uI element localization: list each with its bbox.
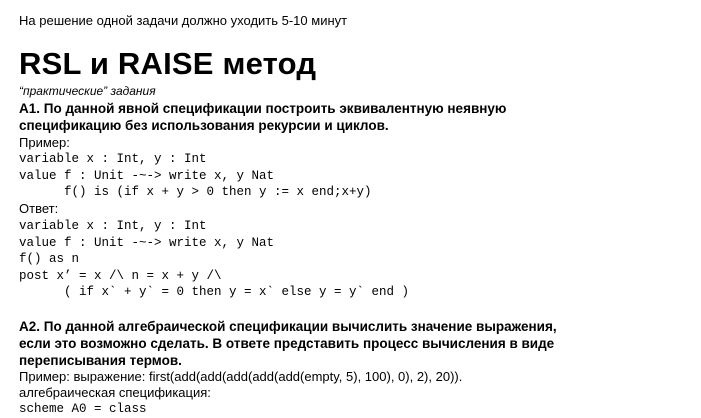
task-a1-answer-code-line: f() as n (19, 252, 80, 266)
task-a1-answer-code-line: ( if x` + y` = 0 then y = x` else y = y` end ) (19, 285, 410, 299)
task-a1-example-label: Пример: (19, 135, 70, 150)
task-a1-example-code-line: value f : Unit -~-> write x, y Nat (19, 168, 275, 183)
task-a2-spec-label: алгебраическая спецификация: (19, 385, 211, 400)
task-a1-example-code-line: variable x : Int, y : Int (19, 152, 207, 166)
task-a1-example-code-line: f() is (if x + y > 0 then y := x end;x+y) (19, 185, 372, 199)
task-a2-heading-line3: переписывания термов. (19, 353, 182, 368)
task-a2-heading-line2: если это возможно сделать. В ответе представить процесс вычисления в виде (19, 336, 555, 351)
task-a2-example-text: Пример: выражение: first(add(add(add(add(add(empty, 5), 100), 0), 2), 20)). (19, 369, 463, 384)
time-note: На решение одной задачи должно уходить 5-10 минут (19, 13, 348, 28)
task-a1-answer-code-line: value f : Unit -~-> write x, y Nat (19, 235, 275, 250)
page-subtitle: “практические” задания (19, 84, 156, 98)
page-title: RSL и RAISE метод (19, 46, 317, 81)
task-a1-heading-line2: спецификацию без использования рекурсии и циклов. (19, 118, 389, 133)
task-a1-answer-code-line: variable x : Int, y : Int (19, 219, 207, 233)
task-a1-heading-line1: A1. По данной явной спецификации построить эквивалентную неявную (19, 101, 507, 116)
task-a1-answer-label: Ответ: (19, 201, 59, 216)
task-a1-answer-code-line: post x’ = x /\ n = x + y /\ (19, 268, 222, 283)
task-a2-code-line: scheme A0 = class (19, 402, 147, 416)
task-a2-heading-line1: A2. По данной алгебраической спецификации вычислить значение выражения, (19, 319, 557, 334)
